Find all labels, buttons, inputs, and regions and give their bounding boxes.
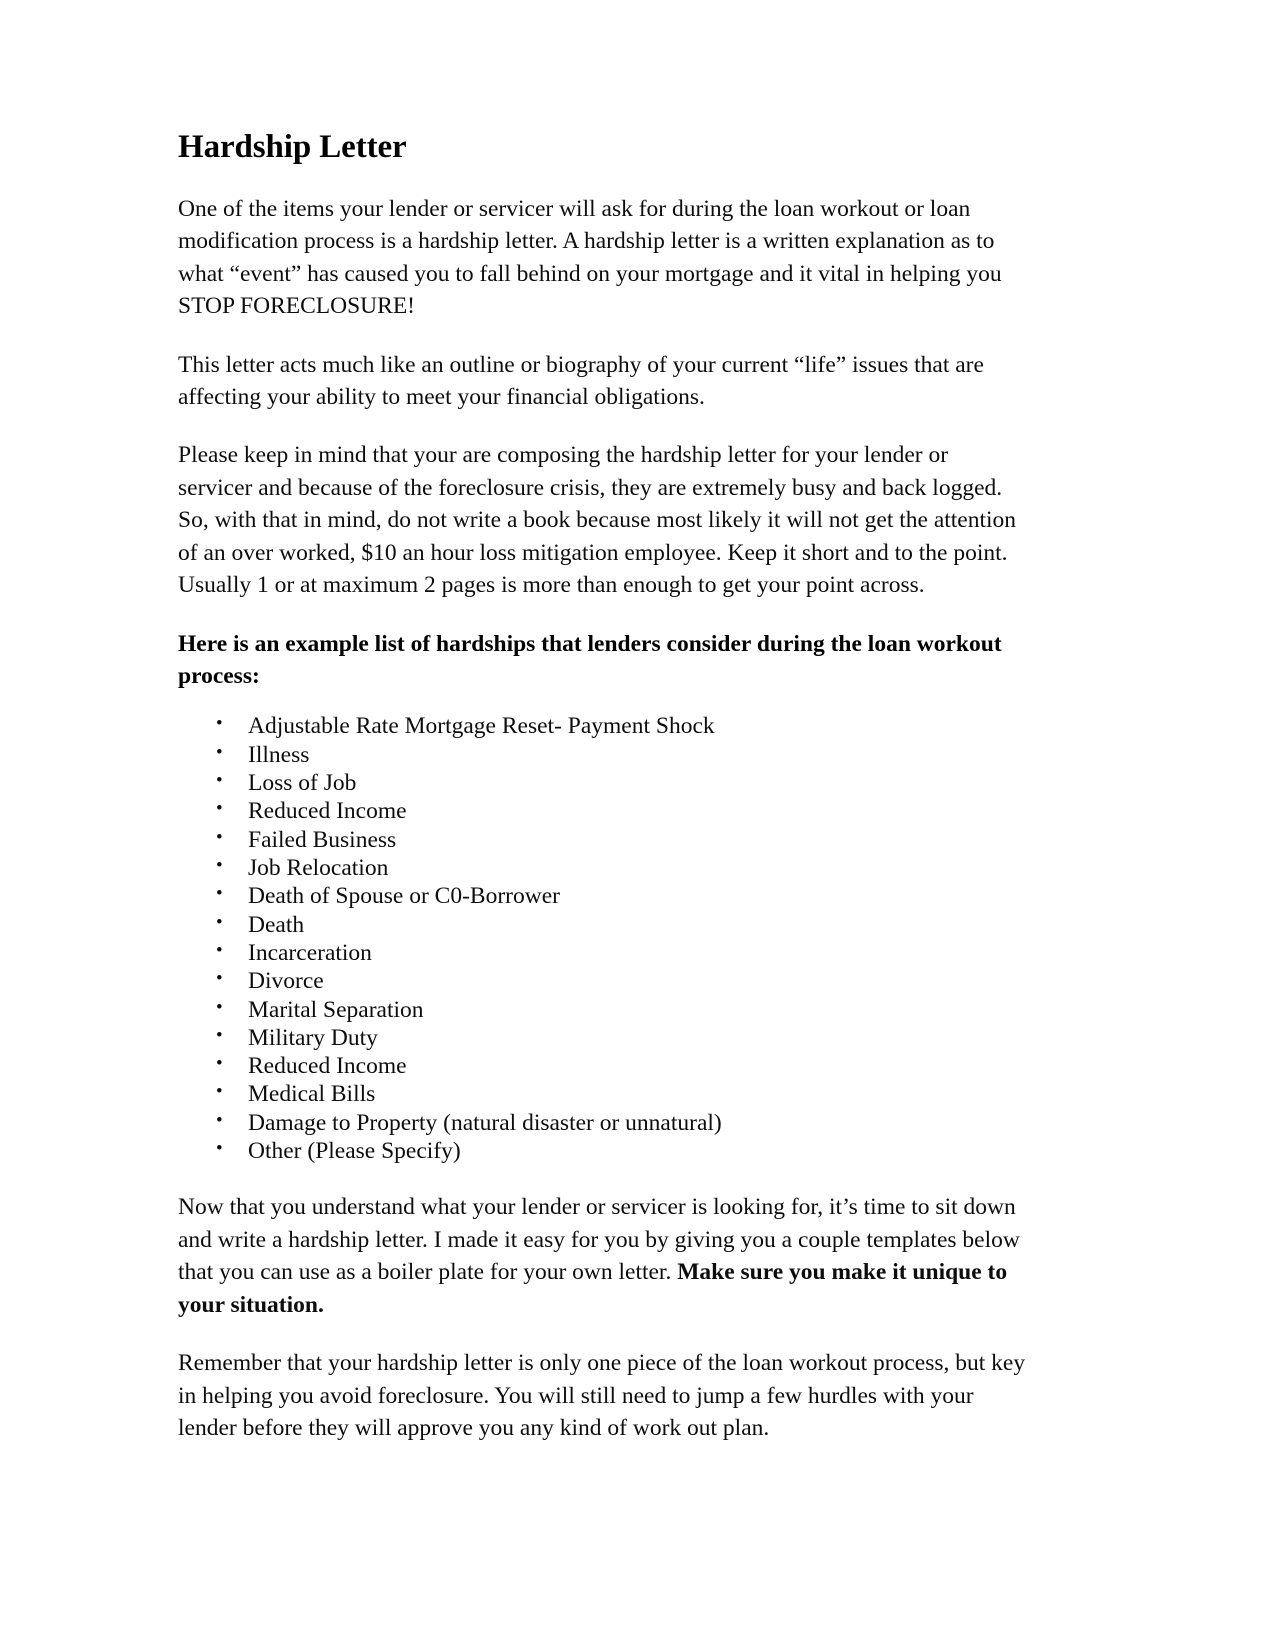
bullet-icon: • — [216, 883, 223, 905]
bullet-icon: • — [216, 770, 223, 792]
list-item — [178, 1052, 1028, 1080]
list-item-label: Military Duty — [248, 1024, 378, 1051]
hardship-list — [178, 712, 1028, 1165]
bullet-icon: • — [216, 968, 223, 990]
list-item-label: Death — [248, 911, 305, 938]
bullet-icon: • — [216, 1109, 223, 1131]
now-that-plain-text: Now that you understand what your lender or servicer is looking for, it’s time to sit down and write a hardship letter. I made it easy for you by giving you a couple templates below that you can use as a boiler plate for your own letter. — [178, 1194, 1020, 1286]
bullet-icon: • — [216, 826, 223, 848]
bullet-icon: • — [216, 1053, 223, 1075]
bullet-icon: • — [216, 996, 223, 1018]
list-item — [178, 1109, 1028, 1137]
list-item — [178, 939, 1028, 967]
list-item — [178, 882, 1028, 910]
list-item — [178, 769, 1028, 797]
bullet-icon: • — [216, 1024, 223, 1046]
list-item — [178, 797, 1028, 825]
list-item-label: Adjustable Rate Mortgage Reset- Payment Shock — [248, 713, 715, 740]
keep-in-mind-paragraph: Please keep in mind that your are composing the hardship letter for your lender or servicer and because of the foreclosure crisis, they are extremely busy and back logged. So, with that in mind, do not write a book because most likely it will not get the attention of an over worked, $10 an hour loss mitigation employee. Keep it short and to the point. Usually 1 or at maximum 2 pages is more than enough to get your point across. — [178, 442, 1017, 599]
list-item-label: Damage to Property (natural disaster or unnatural) — [248, 1109, 722, 1136]
list-item-label: Loss of Job — [248, 770, 357, 797]
list-item-label: Death of Spouse or C0-Borrower — [248, 883, 560, 910]
list-item — [178, 741, 1028, 769]
bullet-icon: • — [216, 939, 223, 961]
list-item — [178, 1024, 1028, 1052]
list-item-label: Other (Please Specify) — [248, 1138, 461, 1165]
list-item-label: Divorce — [248, 968, 324, 995]
bullet-icon: • — [216, 798, 223, 820]
bullet-icon: • — [216, 1138, 223, 1160]
bullet-icon: • — [216, 741, 223, 763]
bullet-icon: • — [216, 1081, 223, 1103]
hardship-list-heading: Here is an example list of hardships that lenders consider during the loan workout process: — [178, 630, 1002, 689]
list-item-label: Incarceration — [248, 939, 372, 966]
list-item-label: Reduced Income — [248, 1053, 407, 1080]
list-item-label: Reduced Income — [248, 798, 407, 825]
list-item — [178, 854, 1028, 882]
list-item-label: Failed Business — [248, 826, 397, 853]
outline-paragraph: This letter acts much like an outline or biography of your current “life” issues that are affecting your ability to meet your financial obligations. — [178, 351, 984, 411]
list-item-label: Marital Separation — [248, 996, 424, 1023]
list-item — [178, 996, 1028, 1024]
remember-paragraph: Remember that your hardship letter is only one piece of the loan workout process, but key in helping you avoid foreclosure. You will still need to jump a few hurdles with your lender before they will approve you any kind of work out plan. — [178, 1350, 1026, 1441]
list-item — [178, 911, 1028, 939]
list-item — [178, 826, 1028, 854]
list-item — [178, 1137, 1028, 1165]
now-that-paragraph — [178, 1191, 1028, 1321]
intro-paragraph: One of the items your lender or servicer will ask for during the loan workout or loan modification process is a hardship letter. A hardship letter is a written explanation as to what “event” has caused you to fall behind on your mortgage and it vital in helping you STOP FORECLOSURE! — [178, 195, 1002, 320]
now-that-bold-text: Make sure you make it unique to your situation. — [178, 1259, 1008, 1318]
page-title: Hardship Letter — [178, 129, 407, 165]
list-item — [178, 712, 1028, 740]
list-item — [178, 967, 1028, 995]
document-body — [178, 128, 1028, 1470]
list-item-label: Illness — [248, 741, 310, 768]
bullet-icon: • — [216, 911, 223, 933]
list-item-label: Job Relocation — [248, 854, 389, 881]
list-item — [178, 1080, 1028, 1108]
bullet-icon: • — [216, 713, 223, 735]
list-item-label: Medical Bills — [248, 1081, 376, 1108]
bullet-icon: • — [216, 854, 223, 876]
